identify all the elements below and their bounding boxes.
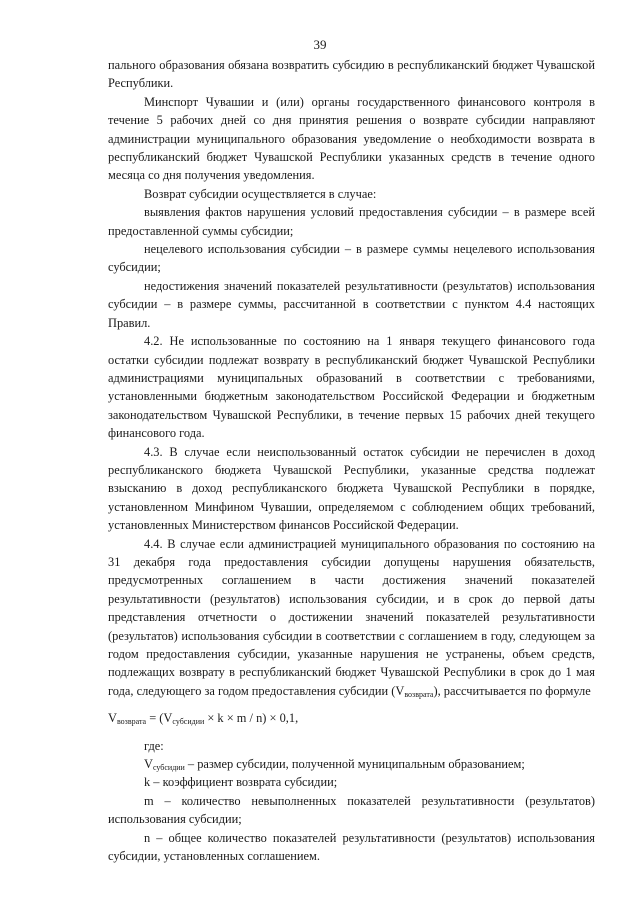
formula bbox=[108, 709, 595, 727]
paragraph-4-4-text: 4.4. В случае если администрацией муниципального образования по состоянию на 31 декабря года предоставления субсидии допущены нарушения обязательств, предусмотренных соглашением в части достижения значений показателей результативности (результатов) использования субсидии, и в срок до первой даты представления отчетности о достижении значений показателей результативности (результатов) использования субсидии в соответствии с соглашением в году, следующем за годом предоставления субсидии, указанные нарушения не устранены, объем средств, подлежащих возврату в республиканский бюджет Чувашской Республики в срок до 1 мая года, следующего за годом предоставления субсидии (V bbox=[108, 536, 595, 698]
formula-lhs: V bbox=[108, 711, 117, 726]
formula-mid: = (V bbox=[146, 711, 173, 726]
paragraph-case-violation: выявления фактов нарушения условий предоставления субсидии – в размере всей предоставленной суммы субсидии; bbox=[108, 205, 595, 238]
definition-k: k – коэффициент возврата субсидии; bbox=[144, 775, 338, 790]
paragraph-case-nonachievement: недостижения значений показателей результативности (результатов) использования субсидии – в размере суммы, рассчитанной в соответствии с пунктом 4.4 настоящих Правил. bbox=[108, 278, 595, 330]
paragraph-4-2: 4.2. Не использованные по состоянию на 1 января текущего финансового года остатки субсидии подлежат возврату в республиканский бюджет Чувашской Республики администрациями муниципальных образований в соответствии с требованиями, установленными бюджетным законодательством Российской Федерации и бюджетным законодательством Чувашской Республики, в течение первых 15 рабочих дней текущего финансового года. bbox=[108, 334, 595, 441]
paragraph-4-4-tail: ), рассчитывается по формуле bbox=[433, 683, 591, 698]
definition-v-symbol: V bbox=[144, 757, 153, 772]
definition-n: n – общее количество показателей результативности (результатов) использования субсидии, установленных соглашением. bbox=[108, 830, 595, 864]
where-label: где: bbox=[144, 738, 164, 753]
paragraph-4-3: 4.3. В случае если неиспользованный остаток субсидии не перечислен в доход республиканского бюджета Чувашской Республики, указанные средства подлежат взысканию в доход республиканского бюджета Чувашской Республики в порядке, установленном Минфином Чувашии, определяемом с соблюдением общих требований, установленных Министерством финансов Российской Федерации. bbox=[108, 444, 595, 533]
paragraph-4-4 bbox=[108, 535, 595, 701]
definition-m: m – количество невыполненных показателей результативности (результатов) использования субсидии; bbox=[108, 793, 595, 827]
definition-v-text: – размер субсидии, полученной муниципальным образованием; bbox=[184, 757, 525, 772]
paragraph-return-cases: Возврат субсидии осуществляется в случае: bbox=[144, 186, 377, 201]
definition-v-sub: субсидии bbox=[152, 763, 185, 773]
formula-rhs: × k × m / n) × 0,1, bbox=[204, 711, 299, 726]
paragraph-continuation: пального образования обязана возвратить субсидию в республиканский бюджет Чувашской Республики. bbox=[108, 58, 595, 91]
formula-lhs-sub: возврата bbox=[116, 717, 147, 727]
paragraph-notice: Минспорт Чувашии и (или) органы государственного финансового контроля в течение 5 рабочих дней со дня принятия решения о возврате субсидии направляют администрации муниципального образования уведомление о необходимости возврата в республиканский бюджет Чувашской Республики указанных средств в течение одного месяца со дня получения уведомления. bbox=[108, 94, 595, 183]
paragraph-case-misuse: нецелевого использования субсидии – в размере суммы нецелевого использования субсидии; bbox=[108, 242, 595, 275]
definition-v-subsidy bbox=[108, 755, 595, 773]
document-body bbox=[108, 56, 595, 865]
formula-mid-sub: субсидии bbox=[172, 717, 205, 727]
page-number: 39 bbox=[313, 37, 327, 52]
paragraph-4-4-subscript: возврата bbox=[404, 689, 434, 699]
